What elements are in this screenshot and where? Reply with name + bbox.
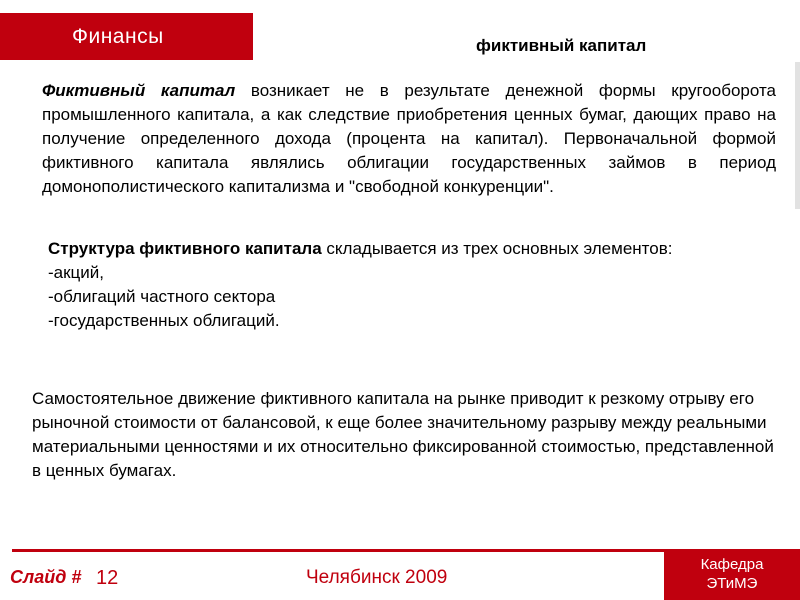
section-banner xyxy=(0,13,253,60)
city-year: Челябинск 2009 xyxy=(306,567,448,588)
structure-item: -государственных облигаций. xyxy=(48,311,280,330)
structure-text: складывается из трех основных элементов: xyxy=(321,239,673,258)
department-line-2: ЭТиМЭ xyxy=(706,575,758,592)
page-title: фиктивный капитал xyxy=(476,36,647,55)
right-decor-line xyxy=(795,62,800,209)
structure-item: -облигаций частного сектора xyxy=(48,287,276,306)
definition-paragraph xyxy=(42,79,776,199)
department-badge xyxy=(664,549,800,600)
footer-divider xyxy=(12,549,664,552)
definition-text: возникает не в результате денежной формы кругооборота промышленного капитала, а как следствие приобретения ценных бумаг, дающих право на получение определенного дохода (процента на капитал). Первоначальной формой фиктивного капитала являлись облигации государственных займов в период домонополистического капитализма и "свободной конкуренции". xyxy=(42,81,776,196)
conclusion-paragraph: Самостоятельное движение фиктивного капитала на рынке приводит к резкому отрыву его рыночной стоимости от балансовой, к еще более значительному разрыву между реальными материальными ценностями и их относительно фиксированной стоимостью, представленной в ценных бумагах. xyxy=(32,389,774,480)
slide-number: 12 xyxy=(96,567,119,589)
slide-label: Слайд # xyxy=(10,567,82,587)
department-line-1: Кафедра xyxy=(700,556,764,573)
definition-term: Фиктивный капитал xyxy=(42,81,236,100)
structure-item: -акций, xyxy=(48,263,105,282)
structure-lead: Структура фиктивного капитала xyxy=(48,239,322,258)
section-title: Финансы xyxy=(72,25,164,48)
structure-block xyxy=(48,237,698,333)
